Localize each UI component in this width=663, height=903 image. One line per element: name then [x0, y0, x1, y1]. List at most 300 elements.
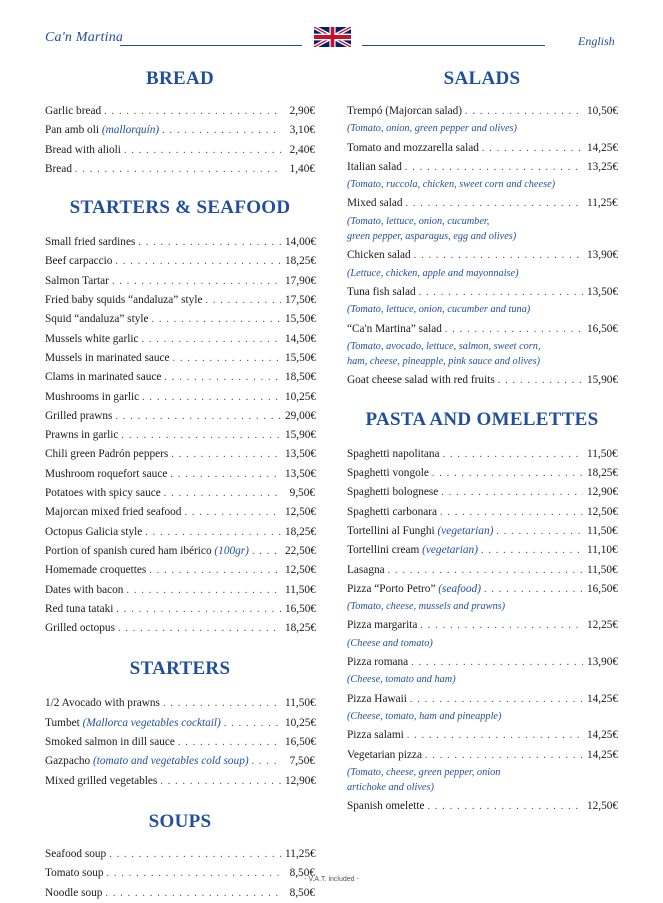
menu-item-row	[347, 158, 617, 177]
dish-name-wrap	[45, 445, 168, 463]
dish-name: Gazpacho	[45, 755, 91, 768]
menu-item[interactable]	[45, 845, 315, 864]
dish-price: 9,50€	[289, 487, 315, 500]
dish-price: 10,25€	[285, 390, 317, 403]
menu-item-row	[45, 272, 315, 291]
menu-item[interactable]	[45, 141, 315, 160]
menu-item[interactable]	[45, 407, 315, 426]
dish-name: Seafood soup	[45, 847, 107, 860]
menu-item[interactable]	[45, 102, 315, 121]
dot-leader	[428, 798, 584, 816]
menu-item-row	[45, 445, 315, 464]
language-label[interactable]: English	[578, 34, 615, 48]
menu-item-row	[45, 121, 315, 140]
menu-item-row	[45, 349, 315, 368]
menu-item[interactable]	[45, 523, 315, 542]
dot-leader	[112, 273, 281, 291]
dish-name-wrap	[45, 407, 112, 425]
menu-item[interactable]	[45, 600, 315, 619]
dish-name-wrap	[347, 580, 481, 598]
dot-leader	[152, 311, 281, 329]
menu-item-row	[45, 102, 315, 121]
menu-item[interactable]	[347, 541, 617, 560]
menu-item-row	[45, 252, 315, 271]
dish-price: 18,25€	[285, 622, 317, 635]
menu-item[interactable]	[45, 542, 315, 561]
dot-leader	[406, 195, 583, 213]
menu-item[interactable]	[45, 291, 315, 310]
menu-item-row	[45, 160, 315, 179]
dish-name: Pizza romana	[347, 656, 409, 669]
dish-note: (Mallorca vegetables cocktail)	[82, 716, 221, 729]
dish-name: Mixed salad	[347, 197, 403, 210]
dish-name-wrap	[347, 503, 437, 521]
menu-item[interactable]	[347, 522, 617, 541]
menu-column-right	[347, 68, 617, 817]
dish-name: Homemade croquettes	[45, 564, 147, 577]
menu-item[interactable]	[347, 653, 617, 688]
menu-item[interactable]	[45, 388, 315, 407]
dot-leader	[104, 103, 281, 121]
dish-price: 18,25€	[587, 467, 619, 480]
dish-name: Mussels white garlic	[45, 332, 139, 345]
menu-item-row	[347, 580, 617, 599]
dish-price: 2,40€	[289, 143, 315, 156]
dish-price: 29,00€	[285, 409, 317, 422]
dot-leader	[443, 446, 583, 464]
dish-name: Garlic bread	[45, 105, 102, 117]
dot-leader	[121, 427, 281, 445]
menu-item[interactable]	[45, 368, 315, 387]
dish-price: 14,25€	[587, 141, 619, 154]
menu-item-row	[45, 388, 315, 407]
dish-price: 14,25€	[587, 748, 619, 761]
menu-item-row	[45, 330, 315, 349]
dish-description: (Cheese, tomato and ham)	[347, 674, 456, 686]
menu-item[interactable]	[45, 160, 315, 179]
menu-item-row	[347, 102, 617, 121]
dish-name-wrap	[347, 653, 408, 671]
dish-name: Fried baby squids “andaluza” style	[45, 294, 203, 307]
dot-leader	[440, 504, 583, 522]
menu-item-row	[347, 371, 617, 390]
uk-flag-icon[interactable]	[314, 27, 351, 47]
menu-item[interactable]	[45, 121, 315, 140]
dish-name: Salmon Tartar	[45, 274, 109, 287]
dish-name-wrap	[45, 388, 139, 406]
menu-item-row	[45, 141, 315, 160]
dot-leader	[484, 581, 583, 599]
dish-name: Mussels in marinated sauce	[45, 351, 170, 364]
dish-name-wrap	[347, 522, 493, 540]
dish-name: Tortellini cream	[347, 544, 420, 557]
menu-item[interactable]	[45, 426, 315, 445]
menu-item[interactable]	[347, 464, 617, 483]
dish-name: Octopus Galicia style	[45, 525, 143, 538]
dish-name-wrap	[45, 561, 146, 579]
dot-leader	[173, 350, 281, 368]
page-header	[0, 0, 663, 60]
dot-leader	[149, 562, 281, 580]
dot-leader	[410, 691, 583, 709]
menu-item-row	[347, 483, 617, 502]
menu-list	[45, 102, 315, 179]
dish-name-wrap	[45, 733, 175, 751]
dot-leader	[184, 504, 281, 522]
menu-item[interactable]	[45, 752, 315, 771]
dish-name: Beef carpaccio	[45, 255, 113, 268]
dot-leader	[170, 466, 281, 484]
dish-name: Italian salad	[347, 160, 402, 173]
dot-leader	[116, 601, 281, 619]
dot-leader	[115, 408, 281, 426]
dish-name: Bread with alioli	[45, 143, 121, 156]
dot-leader	[498, 372, 583, 390]
dish-price: 14,50€	[285, 332, 317, 345]
menu-item[interactable]	[347, 194, 617, 244]
dot-leader	[126, 582, 281, 600]
dish-price: 14,25€	[587, 692, 619, 705]
dish-price: 18,50€	[285, 371, 317, 384]
menu-item[interactable]	[45, 581, 315, 600]
menu-item[interactable]	[45, 272, 315, 291]
dish-name-wrap	[347, 690, 407, 708]
dish-price: 12,50€	[587, 505, 619, 518]
dish-name-wrap	[347, 158, 402, 176]
dish-name: Pan amb oli	[45, 124, 99, 137]
dish-name-wrap	[45, 291, 202, 309]
dot-leader	[164, 485, 281, 503]
dot-leader	[145, 524, 281, 542]
dish-name-wrap	[45, 349, 170, 367]
menu-item[interactable]	[45, 310, 315, 329]
dot-leader	[411, 654, 583, 672]
dish-name: Mixed grilled vegetables	[45, 774, 158, 787]
dish-price: 17,90€	[285, 274, 317, 287]
menu-item[interactable]	[45, 465, 315, 484]
dish-name: Portion of spanish cured ham ibérico	[45, 544, 212, 557]
menu-item-row	[45, 291, 315, 310]
dish-description: (Tomato, cheese, green pepper, onion	[347, 766, 501, 778]
dish-price: 15,50€	[285, 351, 317, 364]
dot-leader	[441, 484, 583, 502]
menu-item[interactable]	[45, 733, 315, 752]
dish-price: 13,50€	[587, 285, 619, 298]
dish-price: 18,25€	[285, 525, 317, 538]
dish-name: Prawns in garlic	[45, 429, 119, 442]
menu-item-row	[45, 523, 315, 542]
menu-item-row	[45, 772, 315, 791]
dish-name: Potatoes with spicy sauce	[45, 487, 161, 500]
section-title: SOUPS	[148, 810, 212, 832]
dish-name-wrap	[45, 330, 139, 348]
dish-price: 10,25€	[285, 716, 317, 729]
menu-item-row	[347, 541, 617, 560]
menu-item[interactable]	[347, 580, 617, 615]
menu-item[interactable]	[45, 445, 315, 464]
dish-price: 22,50€	[285, 544, 317, 557]
dish-description: (Tomato, ruccola, chicken, sweet corn and cheese)	[347, 179, 556, 191]
dish-name: Smoked salmon in dill sauce	[45, 736, 175, 749]
menu-item-row	[347, 246, 617, 265]
dish-price: 12,50€	[285, 564, 317, 577]
dish-name-wrap	[45, 141, 121, 159]
menu-item[interactable]	[45, 252, 315, 271]
menu-item[interactable]	[347, 797, 617, 816]
menu-list	[347, 445, 617, 817]
dish-name: Chicken salad	[347, 249, 411, 262]
dot-leader	[425, 747, 583, 765]
dish-name-wrap	[45, 160, 72, 178]
menu-item[interactable]	[45, 772, 315, 791]
dish-description: artichoke and olives)	[347, 782, 434, 794]
menu-item-row	[45, 484, 315, 503]
menu-item[interactable]	[45, 561, 315, 580]
dot-leader	[124, 142, 281, 160]
dish-price: 11,25€	[285, 847, 316, 860]
dish-name: Clams in marinated sauce	[45, 371, 162, 384]
menu-item[interactable]	[347, 139, 617, 158]
dish-name-wrap	[45, 233, 135, 251]
menu-item-row	[45, 581, 315, 600]
section-title: STARTERS & SEAFOOD	[69, 197, 291, 219]
menu-item-row	[347, 320, 617, 339]
menu-list	[45, 845, 315, 903]
dish-name-wrap	[347, 797, 425, 815]
dish-name: Pizza “Porto Petro”	[347, 582, 436, 595]
dish-price: 3,10€	[289, 124, 315, 137]
dot-leader	[163, 695, 281, 713]
menu-item-row	[45, 310, 315, 329]
dot-leader	[224, 715, 281, 733]
dot-leader	[496, 523, 583, 541]
dish-name-wrap	[45, 503, 181, 521]
dish-name: Majorcan mixed fried seafood	[45, 506, 182, 519]
menu-item[interactable]	[347, 158, 617, 193]
dot-leader	[414, 247, 583, 265]
dot-leader	[178, 734, 281, 752]
menu-item[interactable]	[347, 371, 617, 390]
menu-item[interactable]	[45, 694, 315, 713]
header-rule-left	[120, 45, 302, 46]
menu-item-row	[45, 407, 315, 426]
dish-name-wrap	[347, 102, 462, 120]
dish-price: 13,25€	[587, 160, 619, 173]
dot-leader	[162, 122, 281, 140]
dish-price: 2,90€	[289, 105, 315, 117]
menu-item-row	[45, 368, 315, 387]
dish-price: 11,50€	[285, 583, 316, 596]
dish-name-wrap	[45, 752, 249, 770]
dish-name-wrap	[45, 542, 249, 560]
dot-leader	[171, 446, 281, 464]
dot-leader	[432, 465, 583, 483]
dish-name: Spaghetti bolognese	[347, 486, 439, 499]
menu-item[interactable]	[45, 714, 315, 733]
dish-price: 11,50€	[587, 524, 618, 537]
menu-item[interactable]	[347, 483, 617, 502]
menu-item[interactable]	[347, 746, 617, 796]
dish-description: (Tomato, avocado, lettuce, salmon, sweet corn,	[347, 340, 541, 352]
dish-price: 13,50€	[285, 467, 317, 480]
menu-item[interactable]	[347, 616, 617, 651]
dish-note: (100gr)	[214, 544, 249, 557]
dish-name-wrap	[45, 772, 157, 790]
dish-name: Spaghetti carbonara	[347, 505, 438, 518]
dot-leader	[405, 159, 583, 177]
menu-item-row	[347, 561, 617, 580]
menu-item-row	[347, 283, 617, 302]
menu-item[interactable]	[45, 503, 315, 522]
menu-item-row	[45, 752, 315, 771]
dish-price: 12,50€	[285, 506, 317, 519]
dish-note: (mallorquín)	[101, 124, 160, 137]
dish-price: 13,90€	[587, 249, 619, 262]
dish-name: Grilled prawns	[45, 409, 113, 422]
dish-price: 16,50€	[587, 582, 619, 595]
menu-item[interactable]	[45, 619, 315, 638]
section-title: SALADS	[443, 68, 521, 89]
dish-name-wrap	[45, 484, 161, 502]
menu-item-row	[347, 616, 617, 635]
dish-name-wrap	[45, 619, 115, 637]
dish-name: Mushrooms in garlic	[45, 390, 140, 403]
dish-description: (Tomato, cheese, mussels and prawns)	[347, 601, 506, 613]
dish-name: Grilled octopus	[45, 622, 115, 635]
dish-price: 11,50€	[285, 697, 316, 710]
dish-name-wrap	[45, 252, 112, 270]
menu-item-row	[347, 464, 617, 483]
dish-name-wrap	[45, 714, 221, 732]
dish-price: 12,90€	[587, 486, 619, 499]
dot-leader	[407, 727, 583, 745]
dish-name: Spaghetti vongole	[347, 467, 429, 480]
dish-price: 11,25€	[587, 197, 618, 210]
dish-price: 15,50€	[285, 313, 317, 326]
dish-name: Red tuna tataki	[45, 602, 114, 615]
menu-item-row	[45, 694, 315, 713]
dish-name-wrap	[347, 139, 479, 157]
dish-name-wrap	[347, 445, 440, 463]
dish-name: Tumbet	[45, 716, 80, 729]
menu-item-row	[45, 884, 315, 903]
dish-name: “Ca'n Martina” salad	[347, 322, 442, 335]
dot-leader	[252, 543, 281, 561]
dish-price: 15,90€	[285, 429, 317, 442]
menu-list	[45, 694, 315, 790]
dot-leader	[252, 753, 281, 771]
menu-item-row	[45, 619, 315, 638]
dish-note: (seafood)	[438, 582, 481, 595]
dish-name-wrap	[347, 541, 478, 559]
menu-item[interactable]	[347, 320, 617, 370]
dish-name-wrap	[347, 561, 385, 579]
dot-leader	[445, 321, 583, 339]
dish-name-wrap	[347, 371, 495, 389]
dot-leader	[420, 617, 583, 635]
dish-name: Bread	[45, 162, 72, 175]
dish-price: 16,50€	[285, 602, 317, 615]
section-title: PASTA AND OMELETTES	[365, 408, 599, 430]
dish-description: ham, cheese, pineapple, pink sauce and olives)	[347, 356, 541, 368]
dish-name-wrap	[45, 426, 118, 444]
dish-name: Tomato and mozzarella salad	[347, 141, 479, 154]
menu-item-row	[45, 733, 315, 752]
menu-item-row	[45, 600, 315, 619]
dish-name: Noodle soup	[45, 886, 103, 899]
menu-item[interactable]	[45, 349, 315, 368]
dish-price: 8,50€	[289, 867, 315, 880]
dot-leader	[482, 140, 583, 158]
dish-note: (vegetarian)	[437, 524, 494, 537]
menu-item-row	[45, 233, 315, 252]
menu-item[interactable]	[347, 283, 617, 318]
menu-item-row	[45, 426, 315, 445]
menu-item-row	[347, 746, 617, 765]
dish-name: Spaghetti napolitana	[347, 447, 440, 460]
dish-price: 13,50€	[285, 448, 317, 461]
menu-item[interactable]	[45, 233, 315, 252]
dish-name: Spanish omelette	[347, 800, 425, 813]
menu-item[interactable]	[347, 561, 617, 580]
dot-leader	[388, 562, 583, 580]
menu-item[interactable]	[45, 484, 315, 503]
dot-leader	[164, 369, 281, 387]
dot-leader	[142, 389, 281, 407]
dot-leader	[115, 253, 281, 271]
dish-name-wrap	[45, 600, 113, 618]
dish-name-wrap	[45, 884, 102, 902]
menu-item[interactable]	[347, 246, 617, 281]
dish-name: Goat cheese salad with red fruits	[347, 374, 495, 387]
dish-name-wrap	[347, 726, 404, 744]
dish-description: (Tomato, lettuce, onion, cucumber and tuna)	[347, 304, 531, 316]
dish-price: 18,25€	[285, 255, 317, 268]
dish-name: 1/2 Avocado with prawns	[45, 697, 160, 710]
menu-item[interactable]	[347, 503, 617, 522]
menu-item[interactable]	[347, 726, 617, 745]
dish-description: (Tomato, onion, green pepper and olives)	[347, 123, 517, 135]
menu-item-row	[45, 542, 315, 561]
menu-item[interactable]	[347, 445, 617, 464]
dish-name-wrap	[45, 368, 161, 386]
section-title: STARTERS	[129, 658, 231, 680]
dish-name: Tomato soup	[45, 867, 104, 880]
dish-price: 11,50€	[587, 563, 618, 576]
dish-name-wrap	[347, 194, 403, 212]
menu-list	[347, 102, 617, 391]
restaurant-logo: Ca'n Martina	[45, 30, 124, 45]
menu-item-row	[45, 714, 315, 733]
dish-note: (vegetarian)	[422, 544, 478, 557]
dish-name: Pizza salami	[347, 729, 404, 742]
dish-price: 17,50€	[285, 294, 317, 307]
menu-item[interactable]	[347, 690, 617, 725]
dish-price: 11,10€	[587, 544, 618, 557]
dish-price: 14,25€	[587, 729, 619, 742]
menu-item[interactable]	[45, 884, 315, 903]
dot-leader	[109, 846, 281, 864]
dish-name-wrap	[45, 121, 159, 139]
menu-item-row	[45, 561, 315, 580]
dish-price: 12,25€	[587, 619, 619, 632]
menu-item[interactable]	[347, 102, 617, 137]
menu-item[interactable]	[45, 330, 315, 349]
menu-item-row	[347, 139, 617, 158]
vat-note: - V.A.T. included -	[304, 876, 359, 883]
dish-name-wrap	[45, 310, 149, 328]
dish-name: Pizza margarita	[347, 619, 418, 632]
